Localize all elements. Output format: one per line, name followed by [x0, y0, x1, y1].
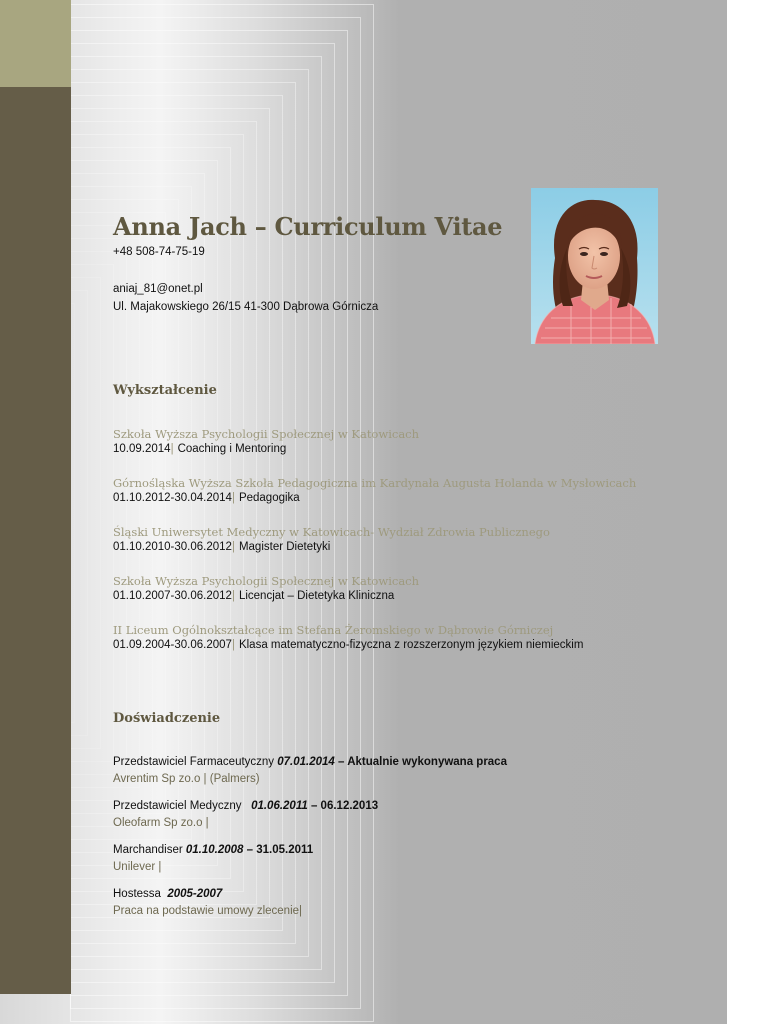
experience-end-date: – Aktualnie wykonywana praca — [338, 756, 507, 768]
education-dates: 01.10.2007-30.06.2012 — [113, 590, 232, 602]
experience-start-date: 01.10.2008 — [185, 844, 244, 856]
experience-start-date: 2005-2007 — [167, 888, 223, 900]
education-school: Śląski Uniwersytet Medyczny w Katowicach- Wydział Zdrowia Publicznego — [113, 525, 550, 539]
experience-company: Oleofarm Sp zo.o | — [113, 817, 209, 829]
experience-role: Marchandiser — [113, 844, 183, 856]
experience-company: Unilever | — [113, 861, 162, 873]
separator: | — [231, 541, 235, 553]
experience-role-line — [113, 888, 222, 900]
education-details — [113, 639, 583, 651]
experience-end-date: – 06.12.2013 — [310, 800, 379, 812]
experience-start-date: 01.06.2011 — [251, 800, 308, 812]
education-details — [113, 590, 394, 602]
education-school: Górnośląska Wyższa Szkoła Pedagogiczna im Kardynała Augusta Holanda w Mysłowicach — [113, 476, 637, 490]
experience-role-line — [113, 844, 313, 856]
experience-role: Hostessa — [113, 888, 161, 900]
education-program: Magister Dietetyki — [238, 541, 331, 553]
experience-role: Przedstawiciel Medyczny — [113, 800, 242, 812]
experience-role-line — [113, 800, 378, 812]
education-program: Klasa matematyczno-fizyczna z rozszerzonym językiem niemieckim — [238, 639, 584, 651]
education-heading: Wykształcenie — [113, 383, 217, 398]
education-dates: 01.10.2010-30.06.2012 — [113, 541, 232, 553]
side-bar-accent-light — [0, 0, 71, 87]
education-dates: 01.09.2004-30.06.2007 — [113, 639, 232, 651]
email-address: aniaj_81@onet.pl — [113, 283, 203, 295]
separator: | — [170, 443, 174, 455]
experience-company: Avrentim Sp zo.o | (Palmers) — [113, 773, 260, 785]
postal-address: Ul. Majakowskiego 26/15 41-300 Dąbrowa Górnicza — [113, 301, 379, 313]
education-school: Szkoła Wyższa Psychologii Społecznej w Katowicach — [113, 427, 420, 441]
education-program: Licencjat – Dietetyka Kliniczna — [238, 590, 395, 602]
profile-photo — [531, 188, 658, 344]
cv-title: Anna Jach – Curriculum Vitae — [113, 212, 503, 241]
education-details — [113, 541, 330, 553]
education-dates: 10.09.2014 — [113, 443, 171, 455]
education-school: Szkoła Wyższa Psychologii Społecznej w Katowicach — [113, 574, 420, 588]
education-program: Coaching i Mentoring — [177, 443, 287, 455]
experience-end-date: – 31.05.2011 — [246, 844, 314, 856]
experience-role: Przedstawiciel Farmaceutyczny — [113, 756, 275, 768]
experience-heading: Doświadczenie — [113, 711, 221, 726]
separator: | — [231, 492, 235, 504]
separator: | — [231, 590, 235, 602]
education-details — [113, 443, 286, 455]
education-dates: 01.10.2012-30.04.2014 — [113, 492, 232, 504]
education-details — [113, 492, 300, 504]
phone-number: +48 508-74-75-19 — [113, 246, 205, 258]
side-bar-accent-dark — [0, 87, 71, 994]
experience-role-line — [113, 756, 507, 768]
education-school: II Liceum Ogólnokształcące im Stefana Żeromskiego w Dąbrowie Górniczej — [113, 623, 554, 637]
separator: | — [231, 639, 235, 651]
experience-start-date: 07.01.2014 — [277, 756, 335, 768]
experience-company: Praca na podstawie umowy zlecenie| — [113, 905, 303, 917]
education-program: Pedagogika — [238, 492, 300, 504]
